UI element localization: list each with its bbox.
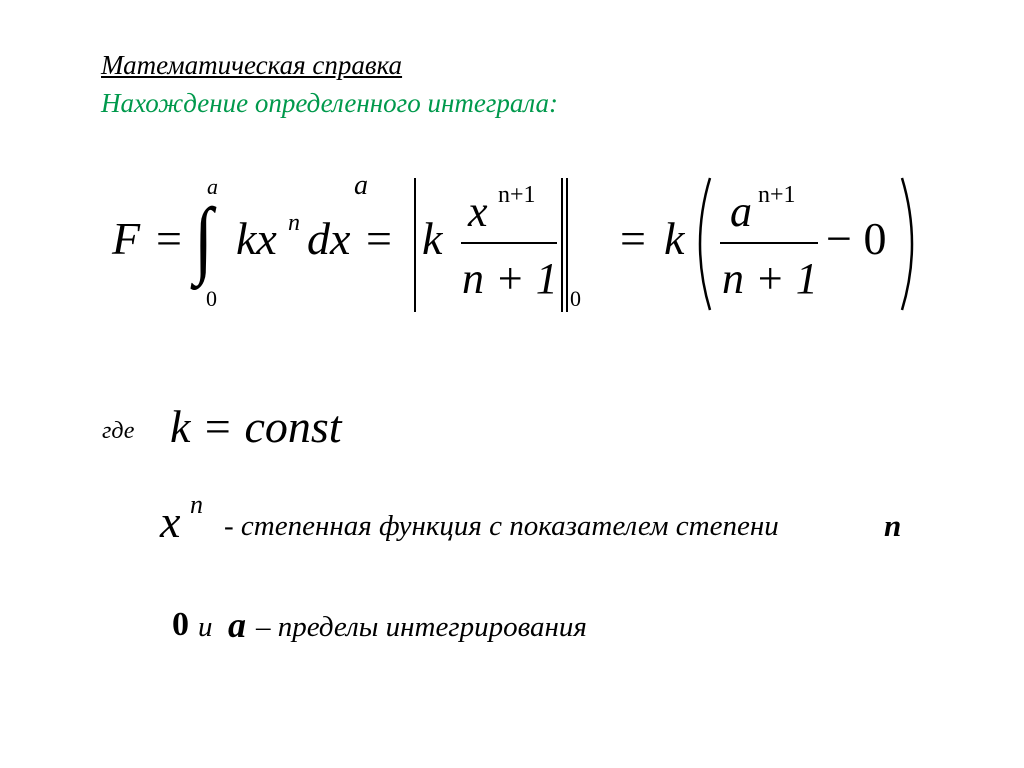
fraction-1-x: x bbox=[468, 187, 488, 236]
fraction-1-denominator: n + 1 bbox=[462, 254, 558, 303]
formula-F: F bbox=[112, 213, 141, 264]
left-parenthesis bbox=[688, 174, 716, 314]
formula-k-2: k bbox=[664, 213, 685, 264]
power-function-description: - степенная функция с показателем степени bbox=[224, 510, 779, 542]
formula-n-exponent: n bbox=[288, 210, 300, 236]
formula-kx: kx bbox=[236, 213, 277, 264]
limits-zero: 0 bbox=[172, 606, 189, 643]
integral-lower-limit: 0 bbox=[206, 286, 217, 311]
fraction-2-denominator: n + 1 bbox=[722, 254, 818, 303]
fraction-1-exponent: n+1 bbox=[498, 182, 536, 208]
power-n-bold: n bbox=[884, 508, 902, 543]
limits-a: a bbox=[228, 605, 246, 645]
fraction-2-line bbox=[720, 242, 818, 244]
slide-subtitle: Нахождение определенного интеграла: bbox=[101, 88, 558, 118]
formula-equals-3: = bbox=[620, 213, 646, 264]
where-label: где bbox=[102, 418, 135, 444]
limits-and: и bbox=[198, 611, 213, 643]
fraction-2-a: a bbox=[730, 187, 752, 236]
slide-title: Математическая справка bbox=[101, 50, 403, 80]
integral-upper-limit: a bbox=[207, 174, 218, 199]
formula-equals-2: = bbox=[366, 213, 392, 264]
evaluation-bar-right-1 bbox=[561, 178, 563, 312]
evaluation-bar-right-2 bbox=[566, 178, 568, 312]
xn-base: x bbox=[160, 496, 181, 547]
right-parenthesis bbox=[896, 174, 924, 314]
fraction-2-exponent: n+1 bbox=[758, 182, 796, 208]
fraction-1-line bbox=[461, 242, 557, 244]
formula-dx: dx bbox=[307, 213, 351, 264]
evaluation-upper-limit: a bbox=[354, 170, 368, 201]
evaluation-bar-left bbox=[414, 178, 416, 312]
formula-k-1: k bbox=[422, 213, 443, 264]
limits-description: – пределы интегрирования bbox=[256, 611, 587, 643]
integral-sign: ∫ bbox=[194, 190, 213, 286]
xn-exponent: n bbox=[190, 490, 203, 519]
evaluation-lower-limit: 0 bbox=[570, 286, 581, 311]
k-const-expression: k = const bbox=[170, 401, 342, 452]
formula-equals-1: = bbox=[156, 213, 182, 264]
formula-minus-zero: − 0 bbox=[826, 213, 887, 264]
